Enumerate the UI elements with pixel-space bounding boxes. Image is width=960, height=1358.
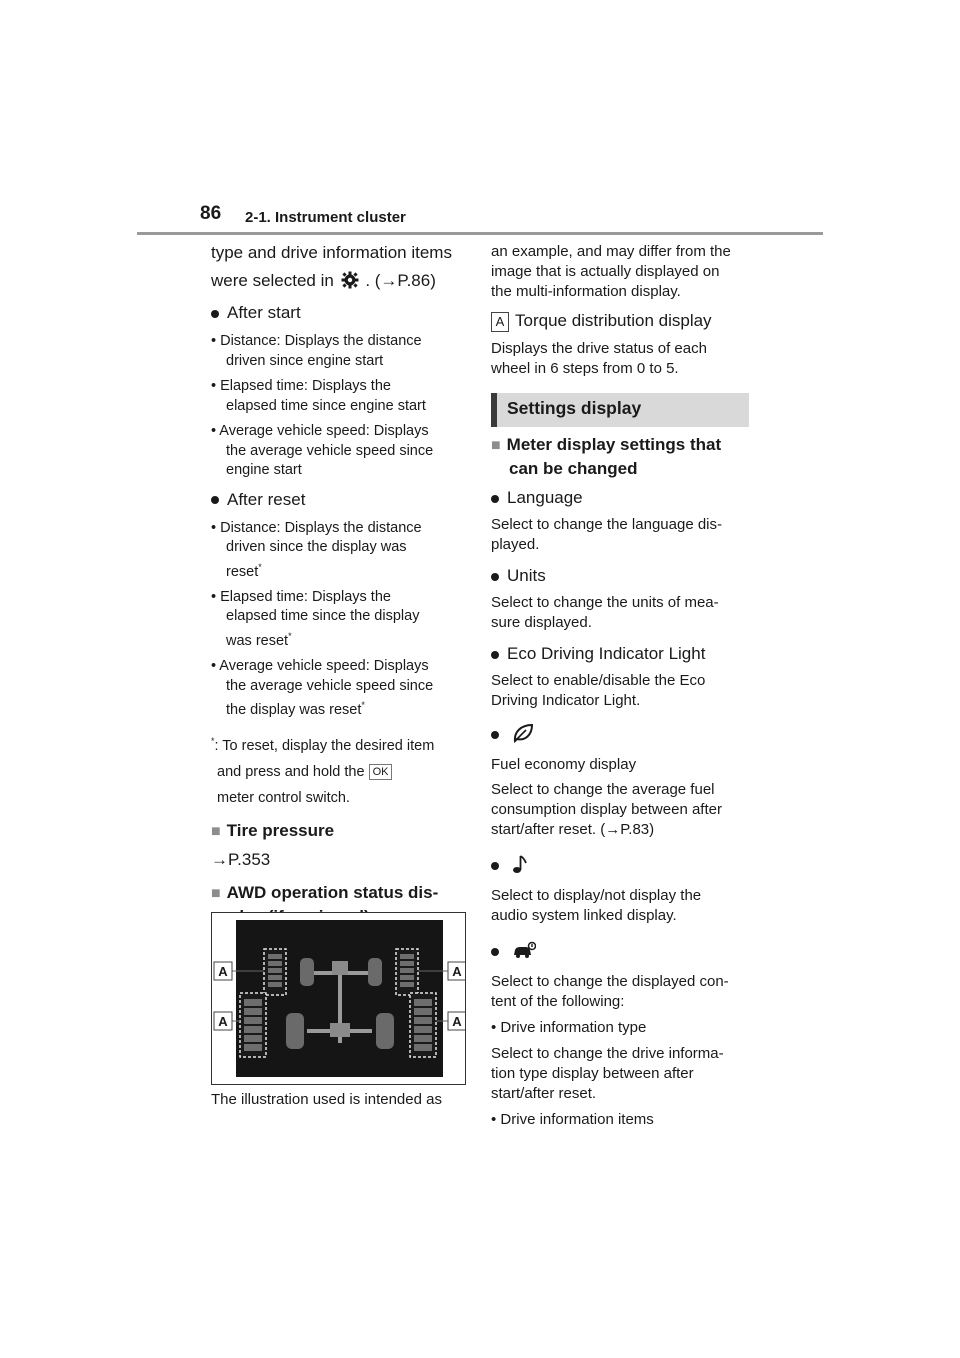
leaf-icon [512,723,534,743]
language-heading: Language [491,485,753,511]
list-item: • Distance: Displays the distance driven since the display was reset* [211,519,422,580]
left-column [211,240,471,928]
awd-diagram [211,912,466,1085]
settings-display-header: Settings display [491,393,749,427]
gear-icon [341,271,359,289]
units-desc: Select to change the units of mea- sure displayed. [491,594,719,631]
bullet-icon [211,496,219,504]
diagram-caption: The illustration used is intended as [211,1091,442,1108]
music-note-icon [512,854,528,874]
bullet-icon [491,573,499,581]
arrow-icon: → [380,271,398,290]
audio-desc: Select to display/not display the audio system linked display. [491,887,702,924]
meter-settings-heading: ■ Meter display settings that can be changed [491,435,722,478]
square-bullet-icon: ■ [491,437,501,454]
list-item: • Drive information type [491,1019,647,1036]
list-item: • Average vehicle speed: Displays the average vehicle speed since the display was reset* [211,658,434,718]
label-a: A [452,964,462,979]
list-item: • Average vehicle speed: Displays the average vehicle speed since engine start [211,423,434,478]
right-column [491,242,753,379]
fuel-icon-row [491,721,753,747]
chapter-title: 2-1. Instrument cluster [245,209,406,226]
audio-icon-row [491,852,753,878]
footnote: *: To reset, display the desired item and press and hold the OK meter control switch. [211,736,435,807]
list-item: • Distance: Displays the distance driven since engine start [211,333,422,369]
drive-icon-row [491,938,753,964]
list-item: • Drive information items [491,1111,654,1128]
units-heading: Units [491,563,753,589]
eco-heading: Eco Driving Indicator Light [491,641,753,667]
header-rule [137,232,823,235]
intro-line-1: type and drive information items [211,243,452,262]
list-item: • Elapsed time: Displays the elapsed time since engine start [211,378,426,414]
bullet-icon [211,310,219,318]
drive-type-desc: Select to change the drive informa- tion type display between after start/after reset. [491,1045,724,1102]
caption-continued: an example, and may differ from the image that is actually displayed on the multi-information display. [491,243,731,300]
label-a: A [218,964,228,979]
label-a: A [218,1014,228,1029]
page-number: 86 [200,203,222,224]
car-info-icon [512,941,536,959]
square-bullet-icon: ■ [211,885,221,903]
after-start-list [211,332,471,481]
bullet-icon [491,495,499,503]
after-reset-heading: After reset [211,487,471,513]
label-a: A [452,1014,462,1029]
after-start-heading: After start [211,300,471,326]
bullet-icon [491,651,499,659]
awd-heading: ■ AWD operation status dis- [211,883,439,903]
ok-switch-icon: OK [369,764,393,780]
eco-desc: Select to enable/disable the Eco Driving Indicator Light. [491,672,706,709]
drive-desc: Select to change the displayed con- tent of the following: [491,973,729,1010]
fuel-desc: Select to change the average fuel consumption display between after start/after reset. (→P.83) [491,781,722,838]
right-column-settings [491,433,753,1130]
tire-pressure-heading: ■ Tire pressure [211,821,335,841]
arrow-icon: → [211,850,228,870]
list-item: • Elapsed time: Displays the elapsed time since the display was reset* [211,588,420,649]
bullet-icon [491,862,499,870]
label-a: A [491,312,509,332]
awd-diagram-illustration [212,913,465,1084]
fuel-title: Fuel economy display [491,756,637,773]
torque-description: Displays the drive status of each wheel in 6 steps from 0 to 5. [491,340,707,377]
tire-pressure-ref: →P.353 [211,850,271,870]
arrow-icon: → [605,821,621,838]
intro-line-2: were selected in . (→P.86) [211,271,436,290]
language-desc: Select to change the language dis- played. [491,516,722,553]
bullet-icon [491,731,499,739]
torque-title: A Torque distribution display [491,308,753,334]
bullet-icon [491,948,499,956]
square-bullet-icon: ■ [211,823,221,841]
after-reset-list [211,519,471,721]
